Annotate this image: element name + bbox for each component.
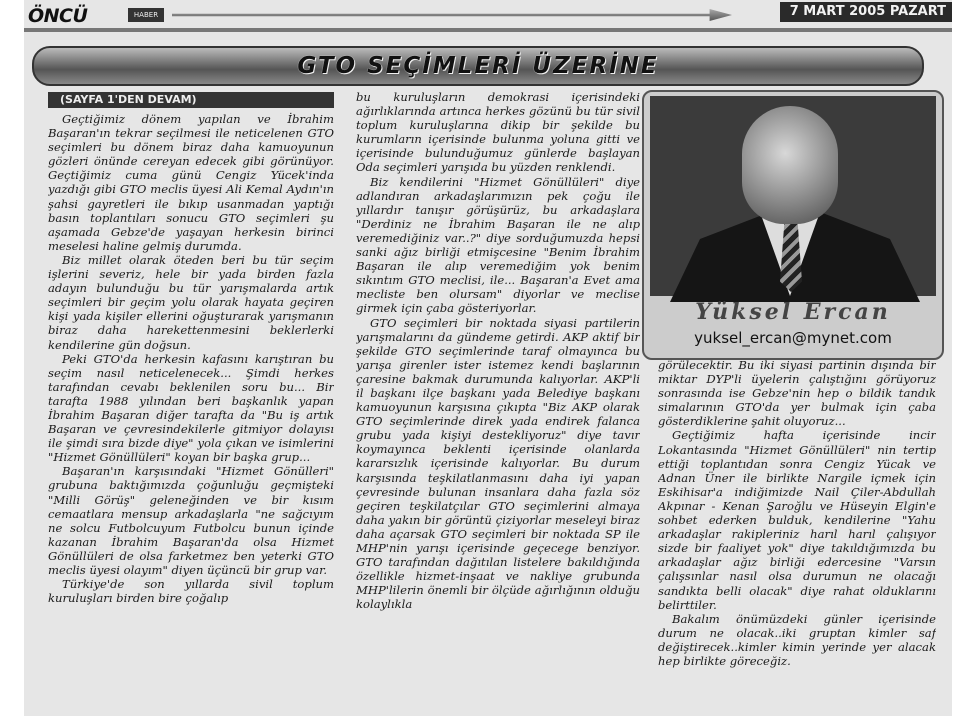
article-column-1 bbox=[48, 112, 334, 716]
paragraph: Geçtiğimiz hafta içerisinde incir Lokantasında "Hizmet Gönüllüleri" nin tertip ettiği toplantıdan sonra Cengiz Yücak ve Adnan Üner ile birlikte Nargile içmek için Eskihisar'a indiğimizde Nail Çiler-Abdullah Akpınar - Kenan Şaroğlu ve Hüseyin Elgin'e sohbet ederken bulduk, kendilerine "Yahu arkadaşlar rakipleriniz harıl harıl çalışıyor sizde bir faaliyet yok" diye takıldığımızda bu arkadaşlar ağız birliği edercesine "Varsın çalışsınlar nasıl olsa durumun ne olacağı sandıkta belli olacak" diye rahat olduklarını belirttiler. bbox=[658, 428, 936, 612]
paragraph: görülecektir. Bu iki siyasi partinin dışında bir miktar DYP'li üyelerin çalıştığını görüyoruz sonrasında ise Gebze'nin hep o bildik tandık simalarının GTO'da yer bulmak için çaba gösterdiklerine şahit oluyoruz... bbox=[658, 358, 936, 429]
author-email: yuksel_ercan@mynet.com bbox=[694, 329, 892, 347]
paragraph: GTO seçimleri bir noktada siyasi partilerin yarışmalarını da gündeme getirdi. AKP aktif bir şekilde GTO seçimlerinde taraf olmayınca bu yarışa girenler ister istemez kendi başlarının çaresine bakmak durumunda kalıyorlar. AKP'li il başkanı ilçe başkanı yada Belediye başkanı kamuoyunun karşısına çıkıpta "Biz AKP olarak GTO seçimlerinde direk yada endirek falanca grubu yada kişiyi destekliyoruz" diye tavır koymayınca beklenti içerisinde olanlarda kararsızlık içerisinde kalıyorlar. Bu durum karşısında teşkilatlanmasını daha iyi yapan çevresinde bulunan insanlara daha fazla söz geçiren teşkilatçılar GTO seçimlerini almaya daha yakın bir görüntü çiziyorlar meseleyi biraz daha açarsak GTO seçimleri bir noktada SP ile MHP'nin yarışı içerisinde geçecege benziyor. GTO tarafından dağıtılan listelere bakıldığında özellikle hizmet-inşaat ve nakliye grubunda MHP'lilerin önemli bir ölçüde ağırlığının olduğu kolaylıkla bbox=[356, 315, 640, 612]
paragraph: Geçtiğimiz dönem yapılan ve İbrahim Başaran'ın tekrar seçilmesi ile neticelenen GTO seçimleri bu dönem biraz daha kamuoyunun gözleri önünde cereyan edecek gibi görünüyor. Geçtiğimiz cuma günü Cengiz Yücek'inda yazdığı gibi GTO meclis üyesi Ali Kemal Aydın'ın şahsi gayretleri ile bıkıp usanmadan yaptığı basın toplantıları sonucu GTO seçimleri şu aşamada Gebze'de yaşayan herkesin birinci meselesi haline gelmiş durumda. bbox=[48, 112, 334, 253]
author-box bbox=[642, 90, 944, 360]
paragraph: Bakalım önümüzdeki günler içerisinde durum ne olacak..iki gruptan kimler saf değiştirecek..kimler kimin yerinde yer alacak hep birlikte göreceğiz. bbox=[658, 611, 936, 668]
article-column-2 bbox=[356, 90, 640, 716]
newspaper-logo-sub: HABER bbox=[128, 8, 164, 22]
paragraph: Türkiye'de son yıllarda sivil toplum kuruluşları birden bire çoğalıp bbox=[48, 577, 334, 606]
author-signature: Yüksel Ercan bbox=[695, 299, 891, 325]
headline: GTO SEÇİMLERİ ÜZERİNE bbox=[297, 53, 659, 79]
continued-label: (SAYFA 1'DEN DEVAM) bbox=[48, 92, 334, 108]
masthead-rule bbox=[24, 28, 952, 32]
author-head bbox=[742, 106, 838, 224]
newspaper-logo: ÖNCÜ bbox=[28, 5, 88, 27]
article-column-3 bbox=[658, 358, 936, 716]
headline-banner bbox=[32, 46, 924, 86]
paragraph: bu kuruluşların demokrasi içerisindeki ağırlıklarında artınca herkes gözünü bu tür sivil toplum kuruluşlarına dikip bir şekilde bu kurumların içerisinde bulunma yoluna gitti ve içerisinde bulunduğumuz günlerde başlayan Oda seçimleri yarışıda bu yüzden renklendi. bbox=[356, 90, 640, 175]
dateline: 7 MART 2005 PAZART bbox=[780, 2, 952, 22]
masthead bbox=[24, 2, 952, 28]
paragraph: Başaran'ın karşısındaki "Hizmet Gönülleri" grubuna baktığımızda çoğunluğu geçmişteki "Milli Görüş" geleneğinden ve bir kısım cemaatlara mensup arkadaşlarla "ne sağcıyım ne solcu Futbolcuyum Futbolcu bunun içinde kazanan İbrahim Başaran'da olsa Hizmet Gönüllüleri de olsa farketmez ben yeterki GTO meclis üyesi olayım" diyen üçüncü bir grup var. bbox=[48, 464, 334, 577]
newspaper-clipping bbox=[24, 0, 952, 716]
paragraph: Peki GTO'da herkesin kafasını karıştıran bu seçim nasıl neticelenecek... Şimdi herkes tarafından cevabı beklenilen soru bu... Bir tarafta 1988 yılından beri başkanlık yapan İbrahim Başaran diğer tarafta da "Bu iş artık Başaran ve çevresindekilerle gitmiyor dolayısı ile şimdi sıra bizde diye" yola çıkan ve isimlerini "Hizmet Gönüllüleri" koyan bir başka grup... bbox=[48, 351, 334, 465]
arrow-decoration bbox=[172, 9, 732, 21]
paragraph: Biz kendilerini "Hizmet Gönüllüleri" diye adlandıran arkadaşlarımızın pek çoğu ile yıllardır tanışır görüşürüz, bu arkadaşlara "Derdiniz ne İbrahim Başaran ile ne alıp veremediğiniz var..?" diye sorduğumuzda hepsi sanki ağız birliği etmişcesine "Benim İbrahim Başaran ile alıp veremediğim yok benim sıkıntım GTO meclisi, ile... Başaran'a Evet ama mecliste ben olursam" diyorlar ve meclise girmek için çaba gösteriyorlar. bbox=[356, 174, 640, 316]
author-photo bbox=[650, 96, 936, 296]
paragraph: Biz millet olarak öteden beri bu tür seçim işlerini severiz, hele bir yada birden fazla adayın bulunduğu bu tür yarışmalarda artık seçimleri bir geçim yolu olarak hayata geçiren kişi yada kişiler ellerini oğuşturarak yarışmanın biraz daha harekettenmesini beklerlerki kendilerine gün doğsun. bbox=[48, 252, 334, 352]
